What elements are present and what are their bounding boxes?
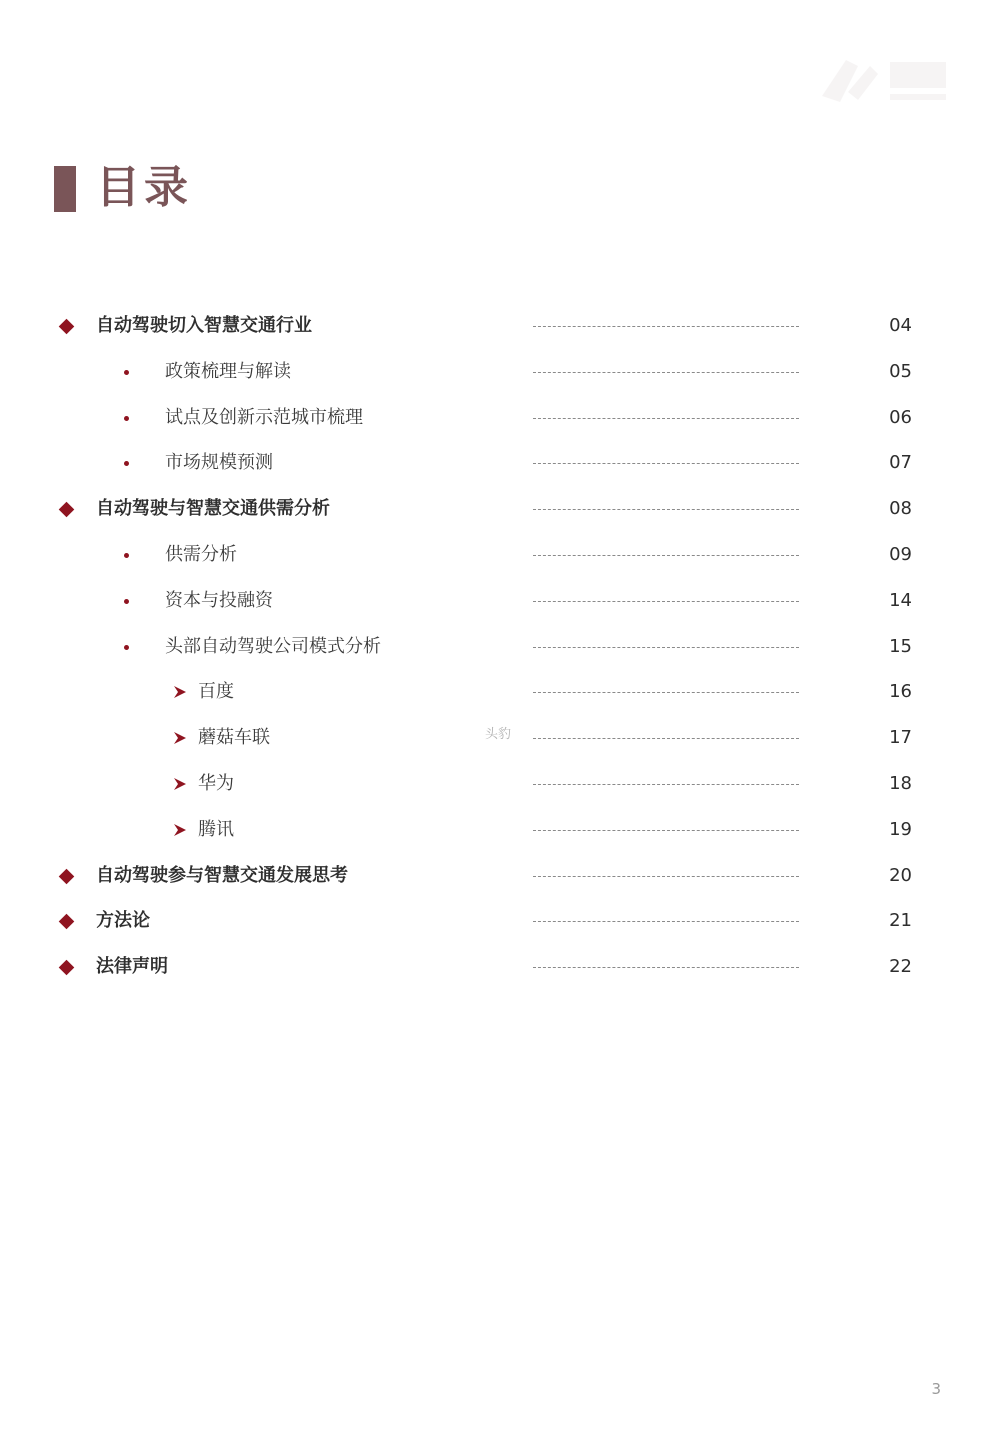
toc-row[interactable] bbox=[0, 540, 997, 570]
toc-row[interactable] bbox=[0, 311, 997, 341]
dot-icon bbox=[118, 403, 134, 433]
toc-page-number: 16 bbox=[889, 681, 912, 702]
toc-page-number: 14 bbox=[889, 590, 912, 611]
toc-page-number: 05 bbox=[889, 361, 912, 382]
diamond-icon bbox=[56, 494, 76, 524]
logo-icon bbox=[812, 52, 952, 108]
toc-row[interactable] bbox=[0, 632, 997, 662]
toc-page-number: 21 bbox=[889, 910, 912, 931]
toc-row[interactable] bbox=[0, 448, 997, 478]
toc-row[interactable] bbox=[0, 952, 997, 982]
toc-page-number: 17 bbox=[889, 727, 912, 748]
toc-page-number: 20 bbox=[889, 865, 912, 886]
dotted-leader bbox=[533, 784, 799, 785]
toc-label: 自动驾驶切入智慧交通行业 bbox=[96, 315, 312, 336]
toc-label: 法律声明 bbox=[96, 956, 168, 977]
dotted-leader bbox=[533, 876, 799, 877]
toc-page-number: 08 bbox=[889, 498, 912, 519]
toc-label: 蘑菇车联 bbox=[198, 727, 270, 748]
dotted-leader bbox=[533, 967, 799, 968]
dotted-leader bbox=[533, 509, 799, 510]
dot-icon bbox=[118, 357, 134, 387]
toc-label: 自动驾驶参与智慧交通发展思考 bbox=[96, 865, 348, 886]
title-accent-bar bbox=[54, 166, 76, 212]
toc-label: 试点及创新示范城市梳理 bbox=[165, 407, 363, 428]
dot-icon bbox=[118, 540, 134, 570]
toc-label: 百度 bbox=[198, 681, 234, 702]
dot-icon bbox=[118, 632, 134, 662]
toc-row[interactable] bbox=[0, 357, 997, 387]
toc-label: 市场规模预测 bbox=[165, 452, 273, 473]
diamond-icon bbox=[56, 311, 76, 341]
toc-page-number: 22 bbox=[889, 956, 912, 977]
dotted-leader bbox=[533, 326, 799, 327]
dot-icon bbox=[118, 586, 134, 616]
dotted-leader bbox=[533, 463, 799, 464]
toc-row[interactable] bbox=[0, 769, 997, 799]
toc-page-number: 09 bbox=[889, 544, 912, 565]
diamond-icon bbox=[56, 861, 76, 891]
arrowhead-icon bbox=[170, 723, 190, 753]
dotted-leader bbox=[533, 830, 799, 831]
dotted-leader bbox=[533, 601, 799, 602]
dotted-leader bbox=[533, 738, 799, 739]
arrowhead-icon bbox=[170, 815, 190, 845]
toc-label: 头部自动驾驶公司模式分析 bbox=[165, 636, 381, 657]
diamond-icon bbox=[56, 906, 76, 936]
toc-label: 华为 bbox=[198, 773, 234, 794]
toc-row[interactable] bbox=[0, 815, 997, 845]
toc-page-number: 04 bbox=[889, 315, 912, 336]
toc-page-number: 19 bbox=[889, 819, 912, 840]
toc-label: 资本与投融资 bbox=[165, 590, 273, 611]
dotted-leader bbox=[533, 555, 799, 556]
page-title: 目录 bbox=[96, 162, 192, 213]
diamond-icon bbox=[56, 952, 76, 982]
toc-label: 政策梳理与解读 bbox=[165, 361, 291, 382]
toc-label: 供需分析 bbox=[165, 544, 237, 565]
dotted-leader bbox=[533, 372, 799, 373]
arrowhead-icon bbox=[170, 769, 190, 799]
toc-row[interactable] bbox=[0, 403, 997, 433]
dotted-leader bbox=[533, 418, 799, 419]
toc-row[interactable] bbox=[0, 861, 997, 891]
toc-page-number: 15 bbox=[889, 636, 912, 657]
page-number: 3 bbox=[931, 1380, 941, 1398]
dotted-leader bbox=[533, 647, 799, 648]
dot-icon bbox=[118, 448, 134, 478]
dotted-leader bbox=[533, 921, 799, 922]
toc-label: 腾讯 bbox=[198, 819, 234, 840]
toc-page-number: 07 bbox=[889, 452, 912, 473]
arrowhead-icon bbox=[170, 677, 190, 707]
toc-row[interactable] bbox=[0, 906, 997, 936]
toc-row[interactable] bbox=[0, 586, 997, 616]
watermark: 头豹 bbox=[485, 727, 512, 742]
toc-page-number: 06 bbox=[889, 407, 912, 428]
toc-page-number: 18 bbox=[889, 773, 912, 794]
toc-row[interactable] bbox=[0, 677, 997, 707]
toc-row[interactable] bbox=[0, 494, 997, 524]
toc-label: 方法论 bbox=[96, 910, 150, 931]
dotted-leader bbox=[533, 692, 799, 693]
toc-label: 自动驾驶与智慧交通供需分析 bbox=[96, 498, 330, 519]
